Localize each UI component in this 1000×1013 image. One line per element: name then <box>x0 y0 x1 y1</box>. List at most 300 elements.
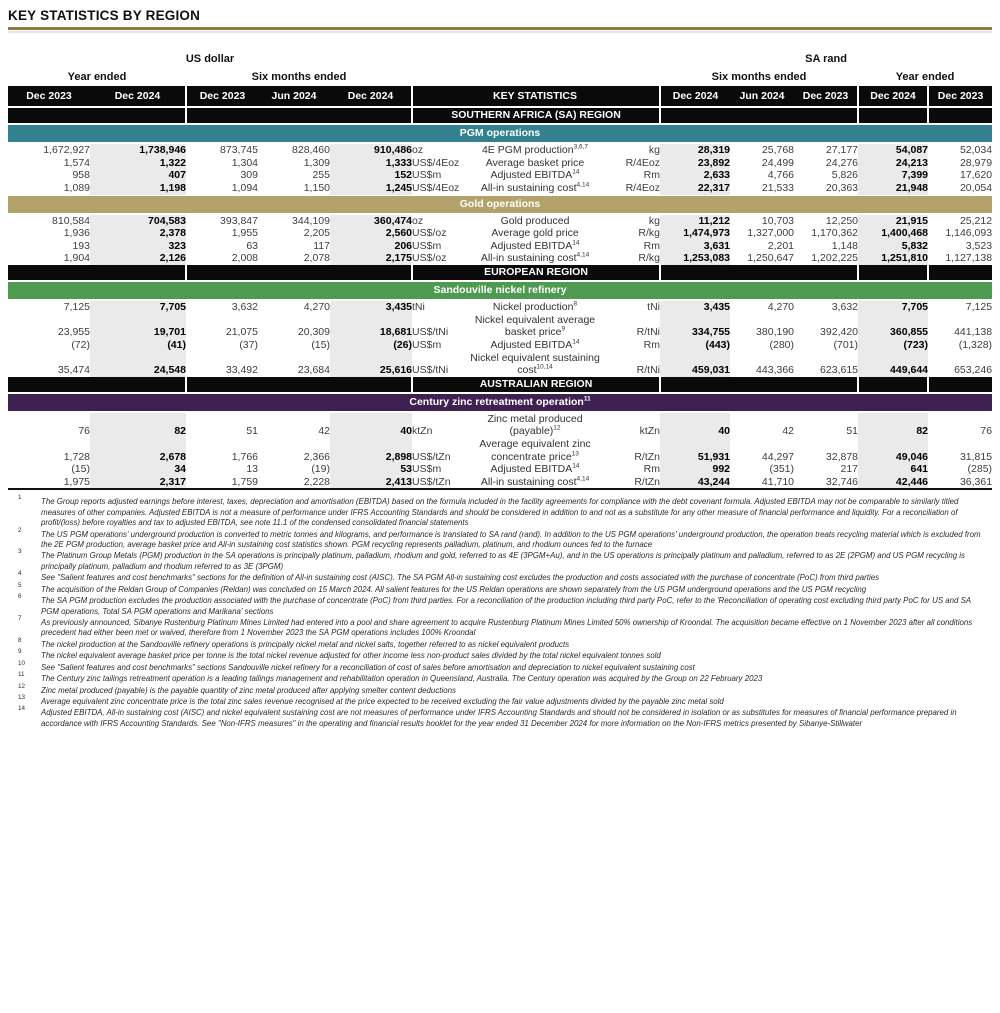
operation-header-label <box>460 125 541 142</box>
footnote: 11 The Century zinc tailings retreatment operation is a leading tailings management and rehabilitation operation in Queensland, Australia. The Century operation was acquired by the Group on 22 February 2023 <box>18 671 763 684</box>
stat-value-us-1: 24,548 <box>90 352 186 377</box>
stat-label <box>462 476 608 490</box>
unit-label-us: ktZn <box>412 425 433 438</box>
stat-value-us-0: 76 <box>78 425 90 438</box>
stat-value-us-0: 23,955 <box>57 326 90 339</box>
region-band-right2 <box>858 265 928 281</box>
stat-value-us-0: 1,728 <box>63 450 90 463</box>
stat-value-sa-4: 1,146,093 <box>945 227 993 240</box>
unit-label-sa: R/4Eoz <box>625 181 661 194</box>
stat-value-sa-0: 11,212 <box>660 214 730 228</box>
footnote: 12 Zinc metal produced (payable) is the payable quantity of zinc metal produced after applying smelter content deductions <box>18 682 456 695</box>
stat-value-us-3: 117 <box>313 239 330 252</box>
stat-row <box>8 182 992 195</box>
title-rule-shadow <box>8 31 992 33</box>
column-header-sa-1: Jun 2024 <box>730 86 794 107</box>
stat-value-sa-1: 2,201 <box>767 239 795 252</box>
column-header-sa-2: Dec 2023 <box>794 86 858 107</box>
stat-value-us-3: 344,109 <box>292 214 330 227</box>
unit-label-sa: Rm <box>643 338 661 351</box>
unit-header-us <box>412 86 462 107</box>
footnote-text: The Group reports adjusted earnings before interest, taxes, depreciation and amortisation (EBITDA) based on the formula included in the facility agreements for compliance with the debt covenant formula. Adjusted EBITDA may not be comparable to similarly titled measures of other companies. Adjusted EBITDA is not a measure of performance under IFRS Accounting Standards and should be considered in addition to and not as a substitute for any other measure of financial performance and liquidity. For a reconciliation of profit/(loss) before royalties and tax to adjusted EBITDA, see note 11.1 of the condensed consolidated financial statements <box>41 497 959 528</box>
stat-value-us-2: 3,632 <box>231 301 258 314</box>
stat-value-sa-0: 23,892 <box>660 157 730 170</box>
column-header-sa-4: Dec 2023 <box>928 86 992 107</box>
stat-value-us-4: 2,413 <box>330 476 412 490</box>
stat-value-sa-2: 27,177 <box>825 144 859 157</box>
stat-value-sa-1: 44,297 <box>761 450 795 463</box>
footnote: 10 See "Salient features and cost benchmarks" sections Sandouville nickel refinery for a reconciliation of cost of sales before amortisation and depreciation to nickel equivalent sustaining cost <box>18 659 695 672</box>
unit-label-us: oz <box>412 144 424 157</box>
stat-value-us-4: 910,486 <box>330 143 412 157</box>
stat-row <box>8 169 992 182</box>
stat-value-us-2: 1,759 <box>231 475 258 488</box>
stat-value-us-2: (37) <box>239 338 258 351</box>
footnote-text: The nickel equivalent average basket price per tonne is the total nickel revenue adjusted for other income less non-product sales divided by the total nickel equivalent tonnes sold <box>41 651 661 661</box>
stat-label <box>462 252 608 265</box>
unit-label-us: US$/4Eoz <box>412 156 460 169</box>
unit-label-us: US$m <box>412 239 442 252</box>
stat-label-text: Adjusted EBITDA <box>490 338 573 351</box>
stat-value-us-3: 4,270 <box>303 301 330 314</box>
stat-value-sa-1: 443,366 <box>756 364 795 377</box>
stat-value-us-3: 1,150 <box>303 181 330 194</box>
stat-label-text: Nickel equivalent sustaining cost <box>470 351 600 377</box>
stat-value-sa-0: 2,633 <box>660 169 730 182</box>
stat-value-sa-1: (351) <box>769 463 795 476</box>
unit-label-us: US$m <box>412 169 442 182</box>
operation-name: Sandouville nickel refinery <box>433 284 567 296</box>
stat-value-sa-2: 5,826 <box>831 169 859 182</box>
stat-value-sa-0: 43,244 <box>660 476 730 490</box>
stat-value-sa-4: 28,979 <box>959 156 993 169</box>
stat-value-us-3: 828,460 <box>292 144 330 157</box>
unit-label-sa: tNi <box>647 301 661 314</box>
stat-value-us-3: 2,078 <box>303 252 330 265</box>
stat-value-us-0: 1,089 <box>63 181 90 194</box>
stat-value-sa-0: 1,474,973 <box>660 227 730 240</box>
stat-value-us-0: (15) <box>71 463 90 476</box>
stat-value-us-2: 63 <box>246 239 258 252</box>
stat-label <box>462 339 608 352</box>
operation-header-label <box>434 282 567 299</box>
footnote-reference: 14 <box>572 462 580 470</box>
stat-value-sa-2: 51 <box>846 425 859 438</box>
region-header: EUROPEAN REGION <box>412 265 660 281</box>
unit-label-sa: R/tNi <box>636 326 661 339</box>
stat-row <box>8 314 992 339</box>
stat-value-sa-0: 1,253,083 <box>660 252 730 265</box>
region-header: SOUTHERN AFRICA (SA) REGION <box>412 107 660 124</box>
stat-value-us-3: 23,684 <box>297 364 330 377</box>
stat-value-sa-3: 42,446 <box>858 476 928 490</box>
unit-label-sa: Rm <box>643 463 661 476</box>
unit-label-us: US$/tZn <box>412 450 451 463</box>
currency-label-sa: SA rand <box>805 52 847 65</box>
stat-value-us-0: 1,672,927 <box>43 144 90 157</box>
stat-label-text: Adjusted EBITDA <box>490 239 573 252</box>
stat-value-sa-3: 21,948 <box>858 182 928 195</box>
stat-value-sa-4: 17,620 <box>959 169 993 182</box>
footnote: 14 Adjusted EBITDA, All-in sustaining cost (AISC) and nickel equivalent sustaining cost are not measures of performance under IFRS Accounting Standards and should not be considered in isolation or as substitutes for measures of financial performance prepared in accordance with IFRS Accounting Standards. See "Non-IFRS measures" in the operating and financial results booklet for the year ended 31 December 2024 for more information on the Non-IFRS metrics presented by Sibanye-Stillwater <box>18 705 957 728</box>
stat-row <box>8 157 992 170</box>
stat-label-text: Average equivalent zinc concentrate price <box>479 438 591 463</box>
stat-value-us-4: 2,175 <box>330 252 412 265</box>
stat-value-sa-3: 449,644 <box>858 352 928 377</box>
stat-value-sa-2: 392,420 <box>820 326 859 339</box>
footnote: 1 The Group reports adjusted earnings before interest, taxes, depreciation and amortisation (EBITDA) based on the formula included in the facility agreements for compliance with the debt covenant formula. Adjusted EBITDA may not be comparable to similarly titled measures of other companies. Adjusted EBITDA is not a measure of performance under IFRS Accounting Standards and should be considered in addition to and not as a substitute for any other measure of financial performance and liquidity. For a reconciliation of profit/(loss) before royalties and tax to adjusted EBITDA, see note 11.1 of the condensed consolidated financial statements <box>18 494 959 528</box>
stat-value-us-1: 2,678 <box>90 438 186 463</box>
stat-label-text: All-in sustaining cost <box>480 475 577 488</box>
unit-label-us: oz <box>412 214 424 227</box>
stat-value-us-1: (41) <box>90 339 186 352</box>
unit-header-sa <box>608 86 660 107</box>
stat-value-us-4: 152 <box>330 169 412 182</box>
stat-value-us-1: 1,198 <box>90 182 186 195</box>
unit-label-us: US$/tZn <box>412 475 451 488</box>
footnote-reference: 4,14 <box>576 181 590 189</box>
unit-label-sa: R/tZn <box>634 475 661 488</box>
stat-value-us-1: 323 <box>90 240 186 253</box>
stat-value-sa-2: 1,170,362 <box>811 227 859 240</box>
footnote-text: The Century zinc tailings retreatment operation is a leading tailings management and rehabilitation operation in Queensland, Australia. The Century operation was acquired by the Group on 22 February 2023 <box>41 674 763 684</box>
region-band-right <box>660 265 858 281</box>
stat-value-sa-1: 42 <box>782 425 795 438</box>
stat-label-text: Average gold price <box>491 227 579 240</box>
stat-value-us-1: 407 <box>90 169 186 182</box>
stat-value-us-0: 810,584 <box>52 214 90 227</box>
stat-value-sa-1: 4,766 <box>767 169 795 182</box>
stat-value-sa-3: 82 <box>858 412 928 438</box>
stat-value-us-4: 40 <box>330 412 412 438</box>
region-band-right3 <box>928 107 992 124</box>
stat-value-sa-0: 334,755 <box>660 314 730 339</box>
stat-value-us-1: 19,701 <box>90 314 186 339</box>
region-band-left2 <box>186 107 412 124</box>
stat-value-sa-2: 20,363 <box>825 181 859 194</box>
footnote-reference: 13 <box>571 450 579 458</box>
stat-row <box>8 252 992 265</box>
region-band-right <box>660 377 858 393</box>
region-band-right3 <box>928 265 992 281</box>
stat-value-us-2: 1,094 <box>231 181 258 194</box>
stat-value-sa-2: 32,878 <box>825 450 859 463</box>
stat-value-sa-0: 3,631 <box>660 240 730 253</box>
operation-header <box>8 393 992 412</box>
stat-label-text: 4E PGM production <box>481 144 574 157</box>
footnote-reference: 11 <box>583 395 591 403</box>
footnote-reference: 3,6,7 <box>573 143 589 151</box>
unit-label-sa: R/kg <box>638 227 661 240</box>
stat-value-sa-2: 32,746 <box>825 475 859 488</box>
stat-value-sa-3: 1,400,468 <box>858 227 928 240</box>
stat-value-sa-4: 76 <box>980 425 993 438</box>
stat-value-sa-4: (285) <box>967 463 993 476</box>
unit-label-us: US$/tNi <box>412 364 449 377</box>
column-header-us-3: Jun 2024 <box>258 86 330 107</box>
key-statistics-header: KEY STATISTICS <box>462 86 608 107</box>
stat-value-us-2: 13 <box>246 463 258 476</box>
footnote: 6 The SA PGM production excludes the production associated with the purchase of concentrate (PoC) from third parties. For a reconciliation of the production including third party PoC, refer to the 'Reconciliation of operating cost excluding third party PoC for US and SA PGM operations, Total SA PGM operations and Marikana' sections <box>18 593 971 616</box>
stat-value-sa-0: 992 <box>660 463 730 476</box>
stat-value-us-0: 35,474 <box>57 364 90 377</box>
stat-value-sa-0: 22,317 <box>660 182 730 195</box>
region-band-right3 <box>928 377 992 393</box>
stat-value-us-1: 82 <box>90 412 186 438</box>
stat-row <box>8 300 992 314</box>
stat-row <box>8 476 992 490</box>
spacer-cell <box>412 51 660 66</box>
unit-label-us: US$/oz <box>412 252 447 265</box>
stat-value-us-4: 360,474 <box>330 214 412 228</box>
footnote: 4 See "Salient features and cost benchmarks" sections for the definition of All-in sustaining cost (AISC). The SA PGM All-in sustaining cost excludes the production and costs associated with the purchase of concentrate (PoC) from third parties <box>18 570 880 583</box>
stat-label-text: Nickel production <box>492 301 574 314</box>
region-band-left <box>8 377 186 393</box>
stat-row <box>8 240 992 253</box>
stat-value-us-1: 1,738,946 <box>90 143 186 157</box>
stat-value-us-4: 1,245 <box>330 182 412 195</box>
stat-value-us-3: 2,228 <box>303 475 330 488</box>
footnote: 3 The Platinum Group Metals (PGM) production in the SA operations is principally platinum, palladium, rhodium and gold, referred to as 4E (3PGM+Au), and in the US operations is principally platinum and palladium, referred to as 2E (2PGM) and US PGM recycling is principally platinum, palladium and rhodium referred to as 3E (3PGM) <box>18 548 966 571</box>
operation-header <box>8 124 992 143</box>
stat-value-sa-2: 623,615 <box>820 364 859 377</box>
footnote-text: The Platinum Group Metals (PGM) production in the SA operations is principally platinum, palladium, rhodium and gold, referred to as 4E (3PGM+Au), and in the US operations is principally platinum and palladium, referred to as 2E (2PGM) and US PGM recycling is principally platinum, palladium and rhodium referred to as 3E (3PGM) <box>41 551 966 571</box>
stat-value-us-1: 704,583 <box>90 214 186 228</box>
stat-value-sa-3: 641 <box>858 463 928 476</box>
stat-value-us-0: 958 <box>72 169 90 182</box>
unit-label-sa: Rm <box>643 239 661 252</box>
stat-value-sa-3: 54,087 <box>858 143 928 157</box>
footnote-text: Adjusted EBITDA, All-in sustaining cost (AISC) and nickel equivalent sustaining cost are not measures of performance under IFRS Accounting Standards and should not be considered in isolation or as substitutes for measures of financial performance prepared in accordance with IFRS Accounting Standards. See "Non-IFRS measures" in the operating and financial results booklet for the year ended 31 December 2024 for more information on the Non-IFRS metrics presented by Sibanye-Stillwater <box>41 708 957 728</box>
column-header-sa-0: Dec 2024 <box>660 86 730 107</box>
stat-value-sa-1: 380,190 <box>756 326 795 339</box>
stat-value-sa-0: 3,435 <box>660 300 730 314</box>
stat-value-us-2: 1,304 <box>231 156 258 169</box>
stat-value-sa-1: 1,327,000 <box>747 227 795 240</box>
column-header-sa-3: Dec 2024 <box>858 86 928 107</box>
stat-value-us-0: (72) <box>71 338 90 351</box>
footnote-text: See "Salient features and cost benchmarks" sections Sandouville nickel refinery for a reconciliation of cost of sales before amortisation and depreciation to nickel equivalent sustaining cost <box>41 662 695 672</box>
region-band-right2 <box>858 377 928 393</box>
stat-row <box>8 438 992 463</box>
footnote-reference: 14 <box>572 168 580 176</box>
stat-value-us-3: 20,309 <box>297 326 330 339</box>
stat-label <box>462 143 608 157</box>
region-band-right <box>660 107 858 124</box>
footnote: 9 The nickel equivalent average basket price per tonne is the total nickel revenue adjusted for other income less non-product sales divided by the total nickel equivalent tonnes sold <box>18 648 661 661</box>
stat-row <box>8 463 992 476</box>
unit-label-us: US$m <box>412 463 442 476</box>
operation-header-label <box>409 394 590 411</box>
stat-value-us-0: 1,975 <box>63 475 90 488</box>
unit-label-us: tNi <box>412 301 425 314</box>
period-group-sa-six-months: Six months ended <box>711 70 807 83</box>
stat-value-us-4: (26) <box>330 339 412 352</box>
region-band-left <box>8 265 186 281</box>
region-band-left2 <box>186 377 412 393</box>
unit-label-us: US$m <box>412 338 442 351</box>
stat-value-us-3: 42 <box>318 425 330 438</box>
stat-value-us-1: 34 <box>90 463 186 476</box>
stat-label-text: All-in sustaining cost <box>480 252 577 265</box>
stat-value-us-0: 1,936 <box>63 227 90 240</box>
stat-value-us-0: 7,125 <box>63 301 90 314</box>
stat-value-us-1: 2,378 <box>90 227 186 240</box>
stat-value-sa-3: 1,251,810 <box>858 252 928 265</box>
operation-name: Gold operations <box>459 197 541 210</box>
unit-label-us: US$/tNi <box>412 326 449 339</box>
footnote: 13 Average equivalent zinc concentrate price is the total zinc sales revenue recognised at the price expected to be received excluding the fair value adjustments divided by the payable zinc metal sold <box>18 693 724 706</box>
footnote: 5 The acquisition of the Reldan Group of Companies (Reldan) was concluded on 15 March 2024. All salient features for the US Reldan operations are shown separately from the US PGM underground operations and the US PGM recycling <box>18 581 867 594</box>
stat-value-sa-4: 7,125 <box>965 301 993 314</box>
footnote-text: Average equivalent zinc concentrate price is the total zinc sales revenue recognised at the price expected to be received excluding the fair value adjustments divided by the payable zinc metal sold <box>41 696 724 706</box>
stat-value-sa-4: 3,523 <box>965 239 993 252</box>
stat-value-us-3: (19) <box>311 463 330 476</box>
unit-label-sa: kg <box>648 214 661 227</box>
operation-header <box>8 281 992 300</box>
stat-value-us-2: 393,847 <box>220 214 258 227</box>
stat-value-us-2: 51 <box>246 425 258 438</box>
stat-label <box>462 214 608 228</box>
stat-label <box>462 352 608 377</box>
stat-row <box>8 227 992 240</box>
region-band-left2 <box>186 265 412 281</box>
stat-row <box>8 339 992 352</box>
unit-label-sa: ktZn <box>639 425 661 438</box>
stat-value-sa-2: (701) <box>833 338 859 351</box>
stat-value-us-2: 1,766 <box>231 450 258 463</box>
stat-label-text: Adjusted EBITDA <box>490 463 573 476</box>
stat-value-us-2: 309 <box>240 169 258 182</box>
footnote-reference: 14 <box>572 338 580 346</box>
footnote: 8 The nickel production at the Sandouville refinery operations is principally nickel metal and nickel salts, together referred to as nickel equivalent products <box>18 636 570 649</box>
stat-value-us-0: 193 <box>72 239 90 252</box>
stat-value-us-3: 255 <box>312 169 330 182</box>
stat-row <box>8 352 992 377</box>
column-header-us-2: Dec 2023 <box>186 86 258 107</box>
footnote-reference: 9 <box>561 325 566 333</box>
stat-label <box>462 227 608 240</box>
footnotes-section <box>8 495 992 729</box>
stat-value-sa-2: 1,148 <box>831 239 859 252</box>
stat-label <box>462 412 608 438</box>
stat-value-sa-1: (280) <box>769 338 795 351</box>
stat-value-us-2: 33,492 <box>225 364 258 377</box>
operation-name: Century zinc retreatment operation <box>409 395 584 408</box>
stat-value-us-4: 3,435 <box>330 300 412 314</box>
footnote-text: The acquisition of the Reldan Group of Companies (Reldan) was concluded on 15 March 2024. All salient features for the US Reldan operations are shown separately from the US PGM underground operations and the US PGM recycling <box>41 584 867 594</box>
footnote-reference: 10,14 <box>536 363 553 371</box>
footnote-reference: 4,14 <box>576 475 590 483</box>
stat-label <box>462 463 608 476</box>
stat-label <box>462 157 608 170</box>
stat-value-sa-2: 3,632 <box>831 301 859 314</box>
region-band-right2 <box>858 107 928 124</box>
unit-label-us: US$/oz <box>412 227 447 240</box>
footnote-text: The nickel production at the Sandouville refinery operations is principally nickel metal and nickel salts, together referred to as nickel equivalent products <box>41 639 570 649</box>
stat-value-sa-1: 25,768 <box>761 144 795 157</box>
stat-label <box>462 314 608 339</box>
stat-value-us-2: 2,008 <box>231 252 258 265</box>
stat-value-sa-1: 21,533 <box>761 181 795 194</box>
footnote-reference: 14 <box>572 239 580 247</box>
stat-value-sa-1: 10,703 <box>761 214 795 227</box>
stat-value-sa-2: 1,202,225 <box>811 252 859 265</box>
stat-value-sa-3: 7,399 <box>858 169 928 182</box>
stat-label <box>462 438 608 463</box>
stat-value-sa-4: 36,361 <box>959 475 993 488</box>
stat-label <box>462 182 608 195</box>
title-rule <box>8 27 992 30</box>
stat-value-sa-4: 653,246 <box>954 364 993 377</box>
unit-label-sa: kg <box>648 144 661 157</box>
stat-value-us-1: 2,317 <box>90 476 186 490</box>
region-band-left <box>8 107 186 124</box>
stat-value-sa-1: 1,250,647 <box>747 252 795 265</box>
unit-label-us: US$/4Eoz <box>412 181 460 194</box>
stat-value-us-0: 1,574 <box>63 156 90 169</box>
stat-value-us-4: 2,898 <box>330 438 412 463</box>
period-group-sa-year: Year ended <box>895 70 955 83</box>
stat-value-sa-3: 24,213 <box>858 157 928 170</box>
stat-value-sa-4: 31,815 <box>959 450 993 463</box>
stat-value-sa-4: 20,054 <box>959 181 993 194</box>
stat-label-text: All-in sustaining cost <box>480 181 577 194</box>
operation-name: PGM operations <box>459 127 541 139</box>
stat-label <box>462 300 608 314</box>
stat-value-us-4: 18,681 <box>330 314 412 339</box>
stat-label-text: Zinc metal produced (payable) <box>487 412 583 438</box>
stat-value-us-0: 1,904 <box>63 252 90 265</box>
operation-header-label <box>460 196 541 213</box>
stat-value-us-2: 873,745 <box>220 144 258 157</box>
stat-value-us-4: 25,616 <box>330 352 412 377</box>
stat-label-text: Gold produced <box>500 214 570 227</box>
stat-row <box>8 412 992 438</box>
stat-value-sa-0: 51,931 <box>660 438 730 463</box>
unit-label-sa: R/4Eoz <box>625 156 661 169</box>
stat-value-sa-3: (723) <box>858 339 928 352</box>
stat-value-sa-3: 49,046 <box>858 438 928 463</box>
page-title: KEY STATISTICS BY REGION <box>8 8 201 23</box>
stat-value-sa-3: 7,705 <box>858 300 928 314</box>
column-header-us-0: Dec 2023 <box>8 86 90 107</box>
currency-label-us: US dollar <box>185 52 235 65</box>
stat-value-sa-3: 5,832 <box>858 240 928 253</box>
stat-value-sa-3: 21,915 <box>858 214 928 228</box>
footnote-text: The US PGM operations' underground production is converted to metric tonnes and kilograms, and performance is translated to SA rand (rand). In addition to the US PGM operations' underground production, the operation treats recycling material which is excluded from the 2E PGM production, average basket price and All-in sustaining cost statistics shown. PGM recycling represents palladium, platinum, and rhodium ounces fed to the furnace <box>41 529 981 550</box>
stat-value-us-3: (15) <box>311 338 330 351</box>
footnote: 7 As previously announced, Sibanye Rustenburg Platinum Mines Limited had entered into a pool and share agreement to acquire Rustenburg Platinum Mines Limited 50% ownership of Kroondal. The acquisition became effective on 1 November 2023 after all conditions precedent had either been met or waived, therefore from 1 November 2023 the SA PGM operations includes 100% Kroondal <box>18 615 973 638</box>
stat-label-text: Average basket price <box>485 156 585 169</box>
footnote-reference: 4,14 <box>576 251 590 259</box>
stat-value-us-3: 2,366 <box>303 450 330 463</box>
stat-value-us-4: 53 <box>330 463 412 476</box>
stat-value-us-1: 7,705 <box>90 300 186 314</box>
stat-value-sa-4: 1,127,138 <box>945 252 993 265</box>
unit-label-sa: R/kg <box>638 252 661 265</box>
period-group-us-six-months: Six months ended <box>251 70 347 83</box>
key-statistics-table <box>8 51 992 490</box>
stat-row <box>8 143 992 157</box>
stat-value-sa-4: (1,328) <box>958 338 993 351</box>
spacer-cell <box>412 66 660 86</box>
column-header-us-4: Dec 2024 <box>330 86 412 107</box>
stat-value-us-3: 1,309 <box>303 156 330 169</box>
stat-value-sa-4: 441,138 <box>954 326 993 339</box>
footnote-text: Zinc metal produced (payable) is the payable quantity of zinc metal produced after applying smelter content deductions <box>41 685 456 695</box>
operation-header <box>8 195 992 214</box>
